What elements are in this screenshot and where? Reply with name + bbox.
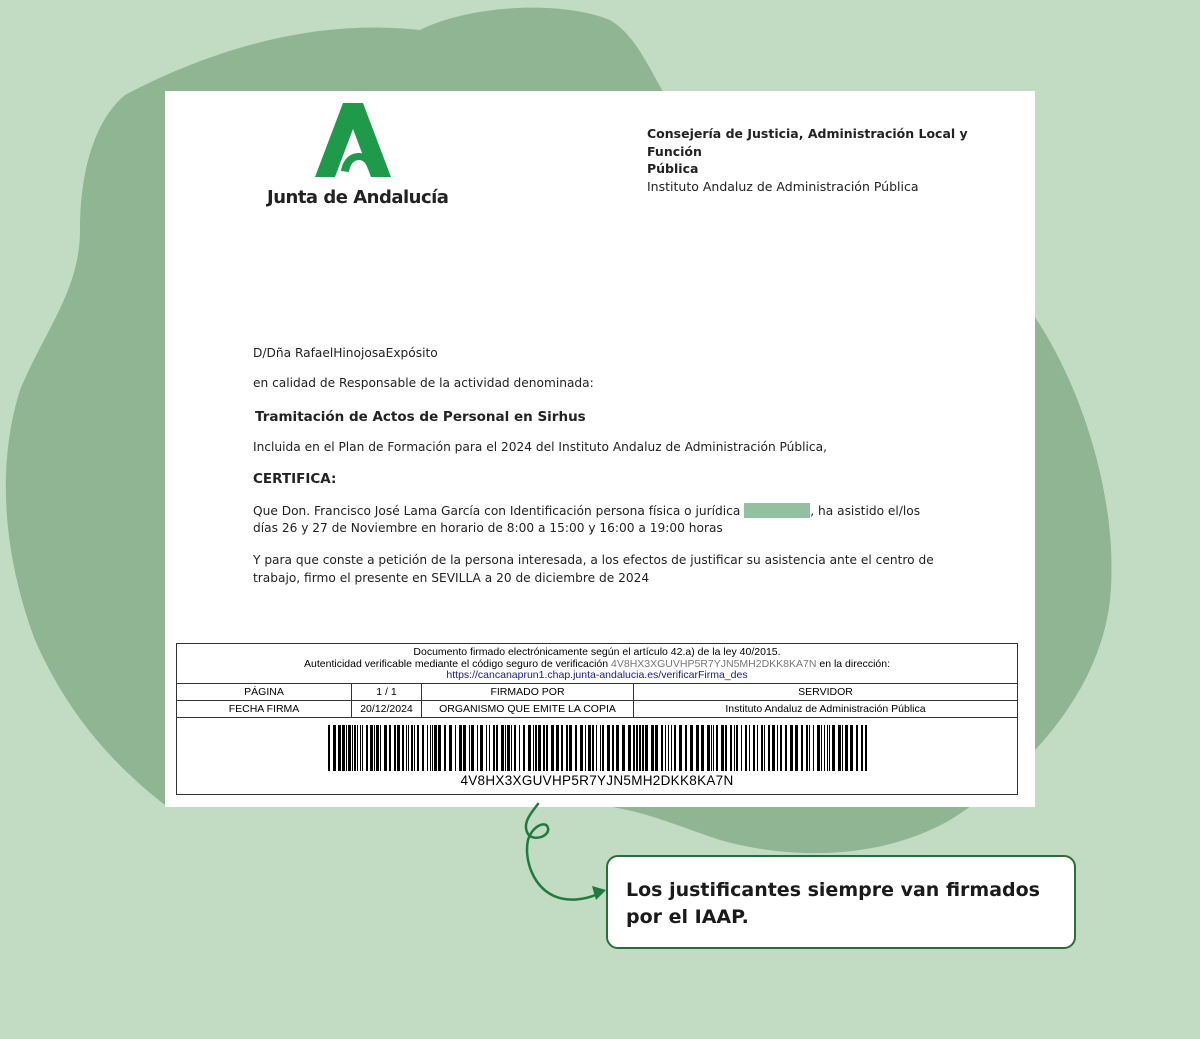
barcode-text: 4V8HX3XGUVHP5R7YJN5MH2DKK8KA7N — [460, 773, 734, 788]
barcode — [328, 725, 870, 771]
closing-paragraph-line1: Y para que conste a petición de la persona interesada, a los efectos de justificar su asistencia ante el centro de — [253, 553, 934, 567]
header-line3: Instituto Andaluz de Administración Pública — [647, 178, 919, 194]
verification-url[interactable]: https://cancanaprun1.chap.junta-andalucia.es/verificarFirma_des — [446, 669, 748, 681]
cell-page-value: 1 / 1 — [352, 684, 422, 700]
attendance-paragraph-line1 — [253, 503, 920, 518]
verification-code: 4V8HX3XGUVHP5R7YJN5MH2DKK8KA7N — [611, 657, 817, 670]
signature-row-1 — [177, 684, 1017, 701]
attendance-paragraph-line2: días 26 y 27 de Noviembre en horario de 8:00 a 15:00 y 16:00 a 19:00 horas — [253, 521, 723, 535]
attendance-text-a: Que Don. Francisco José Lama García con Identificación persona física o jurídica — [253, 504, 741, 518]
cell-date-label: FECHA FIRMA — [177, 701, 352, 717]
role-line: en calidad de Responsable de la actividad denominada: — [253, 376, 594, 390]
signature-box — [176, 643, 1018, 795]
cell-server-value: Instituto Andaluz de Administración Pública — [725, 703, 926, 715]
signature-notice — [177, 644, 1017, 684]
redacted-id — [744, 503, 810, 518]
signature-row-2 — [177, 701, 1017, 718]
plan-line: Incluida en el Plan de Formación para el 2024 del Instituto Andaluz de Administración Pública, — [253, 440, 827, 454]
cell-server-label: SERVIDOR — [798, 686, 853, 698]
cell-page-label: PÁGINA — [177, 684, 352, 700]
callout-line2: por el IAAP. — [626, 906, 749, 928]
recipient-line: D/Dña RafaelHinojosaExpósito — [253, 346, 438, 360]
header-line1: Consejería de Justicia, Administración Local y Función — [647, 126, 968, 159]
cell-date-value: 20/12/2024 — [352, 701, 422, 717]
junta-andalucia-logo — [253, 99, 453, 209]
certifica-heading: CERTIFICA: — [253, 471, 337, 487]
logo-text: Junta de Andalucía — [267, 187, 449, 208]
certificate-document — [165, 91, 1035, 807]
junta-andalucia-a-icon — [313, 103, 395, 183]
issuer-header — [647, 125, 1007, 195]
verification-address-label: en la dirección: — [819, 657, 890, 670]
cell-signer-value: ORGANISMO QUE EMITE LA COPIA — [422, 701, 634, 717]
cell-signed-by-label: FIRMADO POR — [422, 684, 634, 700]
barcode-area — [177, 720, 1017, 794]
verification-text: Autenticidad verificable mediante el código seguro de verificación — [304, 657, 609, 670]
attendance-text-b: , ha asistido el/los — [810, 504, 921, 518]
signature-law-line: Documento firmado electrónicamente según el artículo 42.a) de la ley 40/2015. — [413, 646, 781, 658]
callout-note — [606, 855, 1076, 949]
header-line2: Pública — [647, 161, 699, 176]
activity-title: Tramitación de Actos de Personal en Sirhus — [255, 409, 586, 425]
closing-paragraph-line2: trabajo, firmo el presente en SEVILLA a 20 de diciembre de 2024 — [253, 571, 650, 585]
callout-line1: Los justificantes siempre van firmados — [626, 879, 1040, 901]
curved-arrow-icon — [510, 800, 620, 910]
